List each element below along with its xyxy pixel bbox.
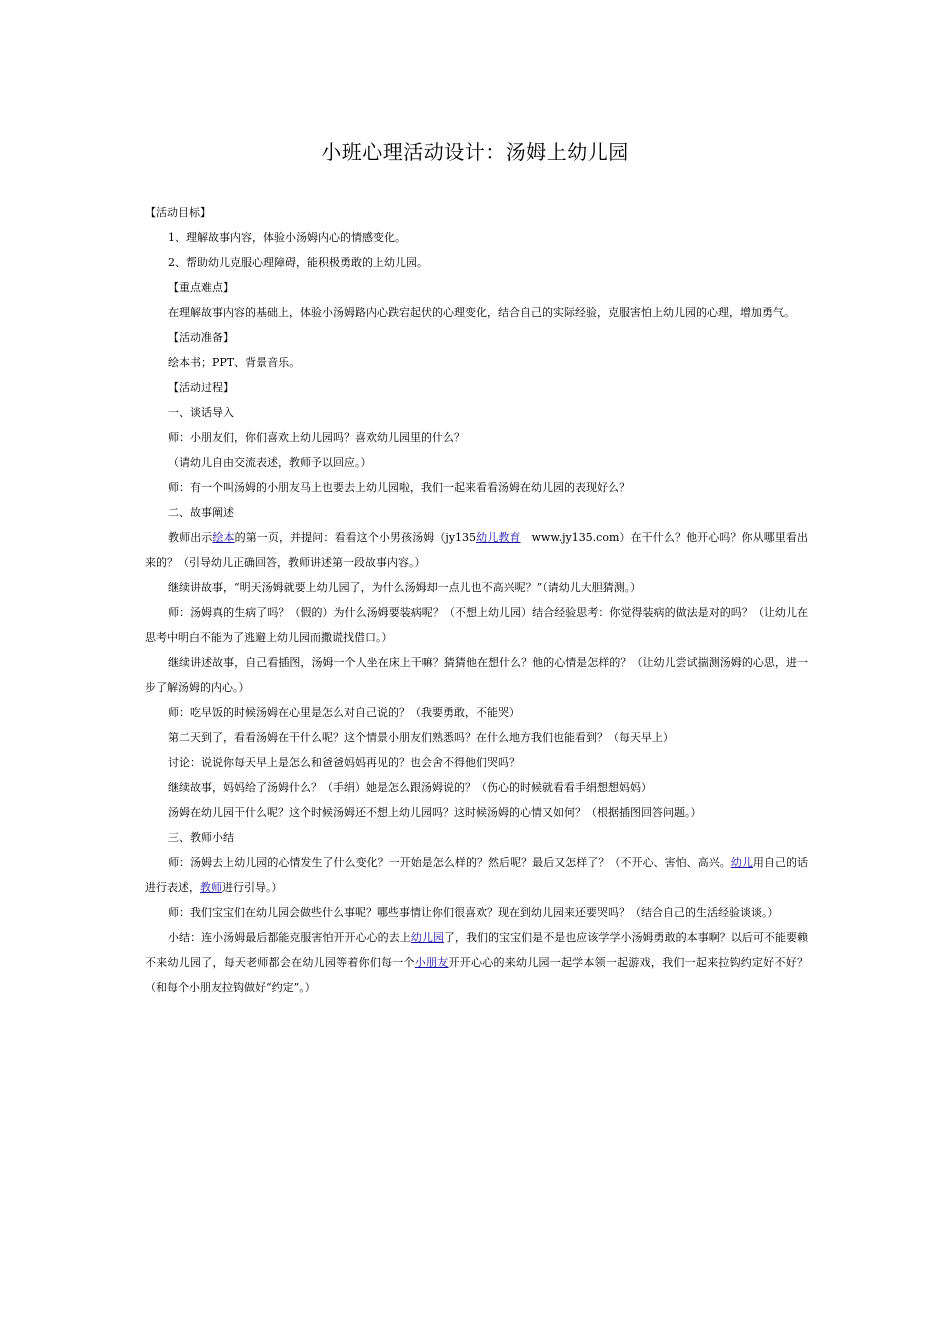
subsection-heading: 二、故事阐述 (168, 506, 234, 519)
section-heading-key-points: 【重点难点】 (168, 281, 234, 294)
page-title: 小班心理活动设计：汤姆上幼儿园 (321, 140, 629, 164)
paragraph: 师：有一个叫汤姆的小朋友马上也要去上幼儿园啦，我们一起来看看汤姆在幼儿园的表现好么？ (168, 481, 630, 494)
link-picture-book[interactable]: 绘本 (212, 531, 235, 544)
paragraph: 汤姆在幼儿园干什么呢？这个时候汤姆还不想上幼儿园吗？这时候汤姆的心情又如何？（根据插图回答问题。） (168, 806, 702, 819)
paragraph: 在理解故事内容的基础上，体验小汤姆路内心跌宕起伏的心理变化，结合自己的实际经验，克服害怕上幼儿园的心理，增加勇气。 (168, 306, 795, 319)
text-run: 小结：连小汤姆最后都能克服害怕开开心心的去上 (168, 931, 411, 944)
link-teacher[interactable]: 教师 (200, 881, 222, 894)
subsection-heading: 一、谈话导入 (168, 406, 234, 419)
subsection-heading: 三、教师小结 (168, 831, 234, 844)
paragraph: （请幼儿自由交流表述，教师予以回应。） (168, 456, 372, 469)
text-run: www.jy135.com）在干什么？他开心吗？你从哪里看出来的？（引导幼儿正确回答，教师讲述第一段故事内容。） (145, 531, 809, 569)
paragraph: 师：我们宝宝们在幼儿园会做些什么事呢？哪些事情让你们很喜欢？现在到幼儿园来还要哭吗？（结合自己的生活经验谈谈。） (168, 906, 779, 919)
text-run: 教师出示 (168, 531, 213, 544)
section-heading-goals: 【活动目标】 (145, 206, 211, 219)
paragraph: 继续讲故事，“明天汤姆就要上幼儿园了，为什么汤姆却一点儿也不高兴呢？”（请幼儿大胆猜测。） (168, 581, 642, 594)
text-run: 开开心心的来幼儿园一起学本领一起游戏，我们一起来拉钩约定好不好？（和每个小朋友拉钩做好“约定”。） (145, 956, 809, 994)
paragraph (145, 850, 808, 900)
link-early-education[interactable]: 幼儿教育 (476, 531, 521, 544)
paragraph: 1、理解故事内容，体验小汤姆内心的情感变化。 (168, 231, 406, 244)
link-kids[interactable]: 小朋友 (414, 956, 449, 969)
paragraph: 师：吃早饭的时候汤姆在心里是怎么对自己说的？（我要勇敢，不能哭） (168, 706, 520, 719)
paragraph: 继续讲述故事，自己看插图，汤姆一个人坐在床上干嘛？猜猜他在想什么？他的心情是怎样的？（让幼儿尝试揣测汤姆的心思，进一步了解汤姆的内心。） (145, 656, 808, 694)
paragraph (145, 925, 808, 1000)
section-heading-preparation: 【活动准备】 (168, 331, 234, 344)
paragraph (145, 525, 808, 575)
paragraph: 第二天到了，看看汤姆在干什么呢？这个情景小朋友们熟悉吗？在什么地方我们也能看到？（每天早上） (168, 731, 674, 744)
text-run: 进行引导。） (222, 881, 283, 894)
paragraph: 绘本书；PPT、背景音乐。 (168, 356, 301, 369)
paragraph: 师：汤姆真的生病了吗？（假的）为什么汤姆要装病呢？（不想上幼儿园）结合经验思考：你觉得装病的做法是对的吗？（让幼儿在思考中明白不能为了逃避上幼儿园而撒谎找借口。） (145, 606, 808, 644)
link-children[interactable]: 幼儿 (730, 856, 753, 869)
link-kindergarten[interactable]: 幼儿园 (410, 931, 444, 944)
text-run: 师：汤姆去上幼儿园的心情发生了什么变化？一开始是怎么样的？然后呢？最后又怎样了？（不开心、害怕、高兴。 (168, 856, 731, 869)
document-body (145, 200, 808, 1000)
paragraph: 师：小朋友们，你们喜欢上幼儿园吗？喜欢幼儿园里的什么？ (168, 431, 465, 444)
paragraph: 继续故事，妈妈给了汤姆什么？（手绢）她是怎么跟汤姆说的？（伤心的时候就看看手绢想想妈妈） (168, 781, 652, 794)
text-run: 用自己的话进行表述， (145, 856, 809, 894)
text-run: 的第一页，并提问：看看这个小男孩汤姆（jy135 (234, 531, 477, 544)
text-run: 了，我们的宝宝们是不是也应该学学小汤姆勇敢的本事啊？以后可不能要赖不来幼儿园了，每天老师都会在幼儿园等着你们每一个 (145, 931, 809, 969)
paragraph: 讨论：说说你每天早上是怎么和爸爸妈妈再见的？也会舍不得他们哭吗？ (168, 756, 520, 769)
paragraph: 2、帮助幼儿克服心理障碍，能积极勇敢的上幼儿园。 (168, 256, 428, 269)
section-heading-process: 【活动过程】 (168, 381, 234, 394)
